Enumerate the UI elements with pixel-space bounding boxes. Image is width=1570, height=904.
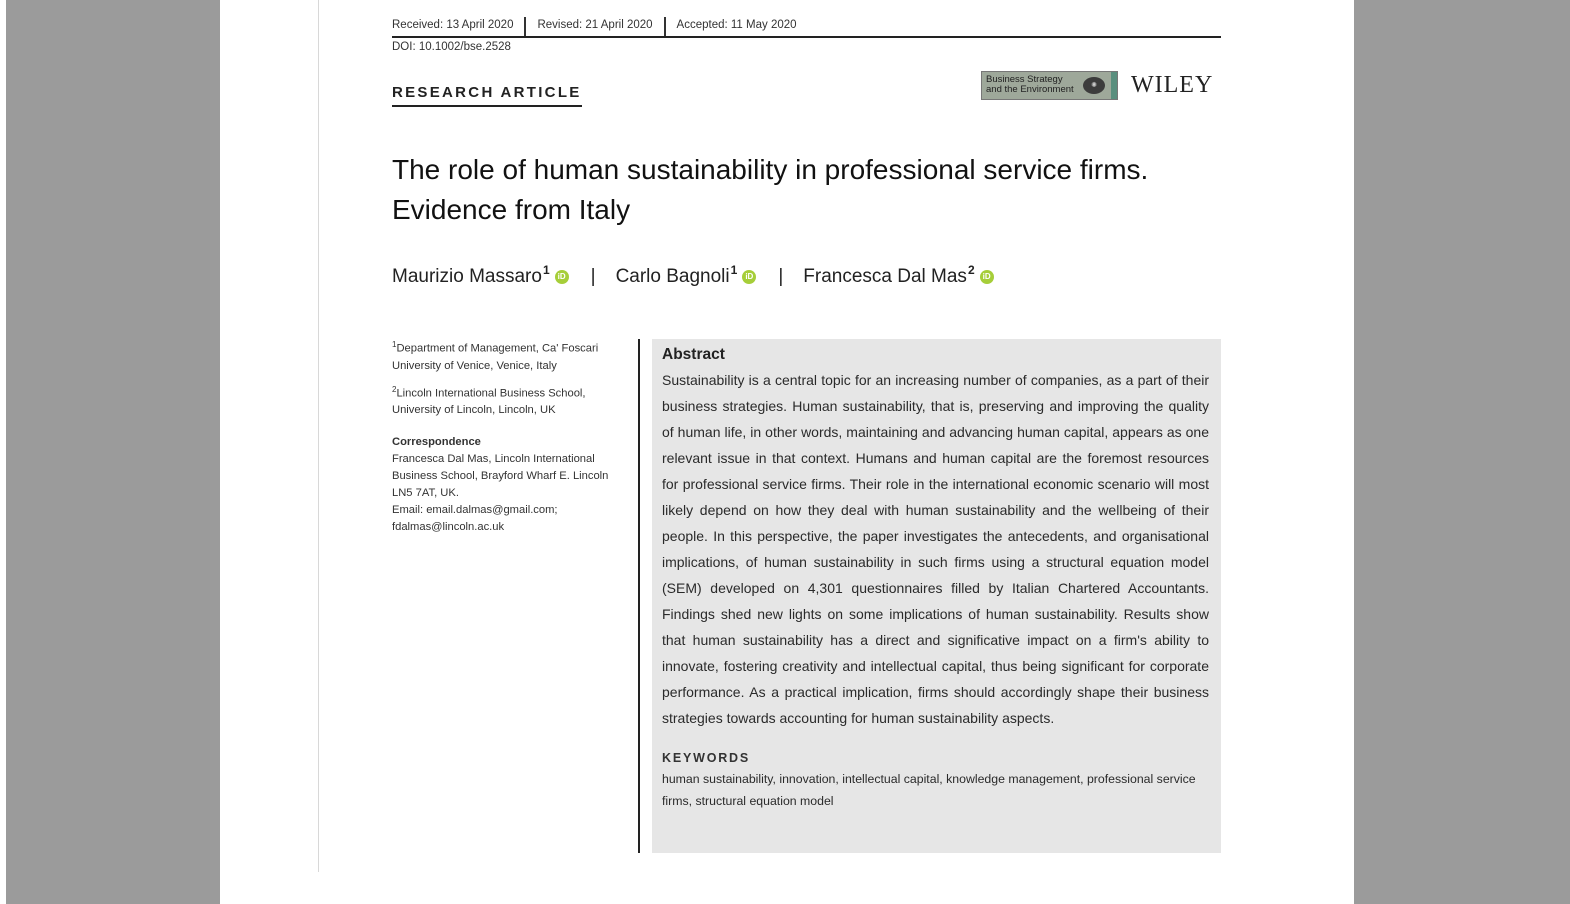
document-page [220,0,1354,904]
correspondence-email[interactable]: Email: email.dalmas@gmail.com; fdalmas@lincoln.ac.uk [392,504,558,534]
affiliation-text: Lincoln International Business School, University of Lincoln, Lincoln, UK [392,387,586,417]
accepted-date: Accepted: 11 May 2020 [676,19,797,31]
journal-emblem-icon: ✺ [1083,77,1105,94]
article-history [392,17,1221,38]
orcid-icon[interactable]: iD [980,270,994,284]
journal-logo-stripe [1111,72,1117,99]
abstract-box [652,339,1221,853]
doi[interactable]: DOI: 10.1002/bse.2528 [392,41,511,53]
paper-title-line2: Evidence from Italy [392,194,631,225]
author-list [392,263,994,288]
correspondence-address: Francesca Dal Mas, Lincoln International Business School, Brayford Wharf E. Lincoln LN5 7AT, UK. [392,453,609,500]
author-affiliation-number: 1 [542,263,550,277]
article-type-label: RESEARCH ARTICLE [392,84,582,107]
abstract-text: Sustainability is a central topic for an increasing number of companies, as a part of their business strategies. Human sustainability, that is, preserving and improving the quality of human life, in other words, maintaining and advancing human capital, appears as one relevant issue in that context. Humans and human capital are the foremost resources for professional service firms. Their role in the international economic scenario will most likely depend on how they deal with human sustainability and the wellbeing of their people. In this perspective, the paper investigates the antecedents, and organisational implications, of human sustainability in such firms using a structural equation model (SEM) developed on 4,301 questionnaires filled by Italian Chartered Accountants. Findings shed new lights on some implications of human sustainability. Results show that human sustainability has a direct and significative impact on a firm's ability to innovate, fostering creativity and intellectual capital, thus being significant for corporate performance. As a practical implication, firms should accordingly shape their business strategies towards accounting for human sustainability aspects. [662,372,1209,726]
journal-logo [981,71,1118,100]
paper-title-line1: The role of human sustainability in professional service firms. [392,154,1149,185]
author[interactable] [803,263,993,288]
keywords-heading: KEYWORDS [662,751,751,765]
affiliation-number: 2 [392,384,397,394]
abstract-heading: Abstract [662,346,725,363]
affiliation [392,336,614,375]
author-name[interactable]: Carlo Bagnoli [615,266,730,287]
journal-logo-line1: Business Strategy [986,74,1063,85]
affiliation [392,381,614,420]
author-separator: | [590,266,596,287]
column-divider [638,339,640,853]
orcid-icon[interactable]: iD [555,270,569,284]
paper-title [392,150,1222,230]
journal-logo-line2: and the Environment [986,84,1074,95]
author[interactable] [392,263,569,288]
author-name[interactable]: Maurizio Massaro [392,266,542,287]
correspondence-heading: Correspondence [392,436,481,449]
author-separator: | [778,266,784,287]
revised-date: Revised: 21 April 2020 [537,17,665,36]
keywords-text: human sustainability, innovation, intellectual capital, knowledge management, professional service firms, structural equation model [662,772,1196,808]
author-affiliation-number: 2 [967,263,975,277]
author[interactable] [615,263,757,288]
page-margin-line [318,0,319,872]
affiliations-column [392,336,614,536]
author-name[interactable]: Francesca Dal Mas [803,266,967,287]
viewer-left-edge [0,0,6,904]
author-affiliation-number: 1 [730,263,738,277]
received-date: Received: 13 April 2020 [392,17,526,36]
orcid-icon[interactable]: iD [742,270,756,284]
publisher-logo: WILEY [1131,72,1214,98]
affiliation-text: Department of Management, Ca' Foscari University of Venice, Venice, Italy [392,342,599,372]
affiliation-number: 1 [392,340,397,349]
